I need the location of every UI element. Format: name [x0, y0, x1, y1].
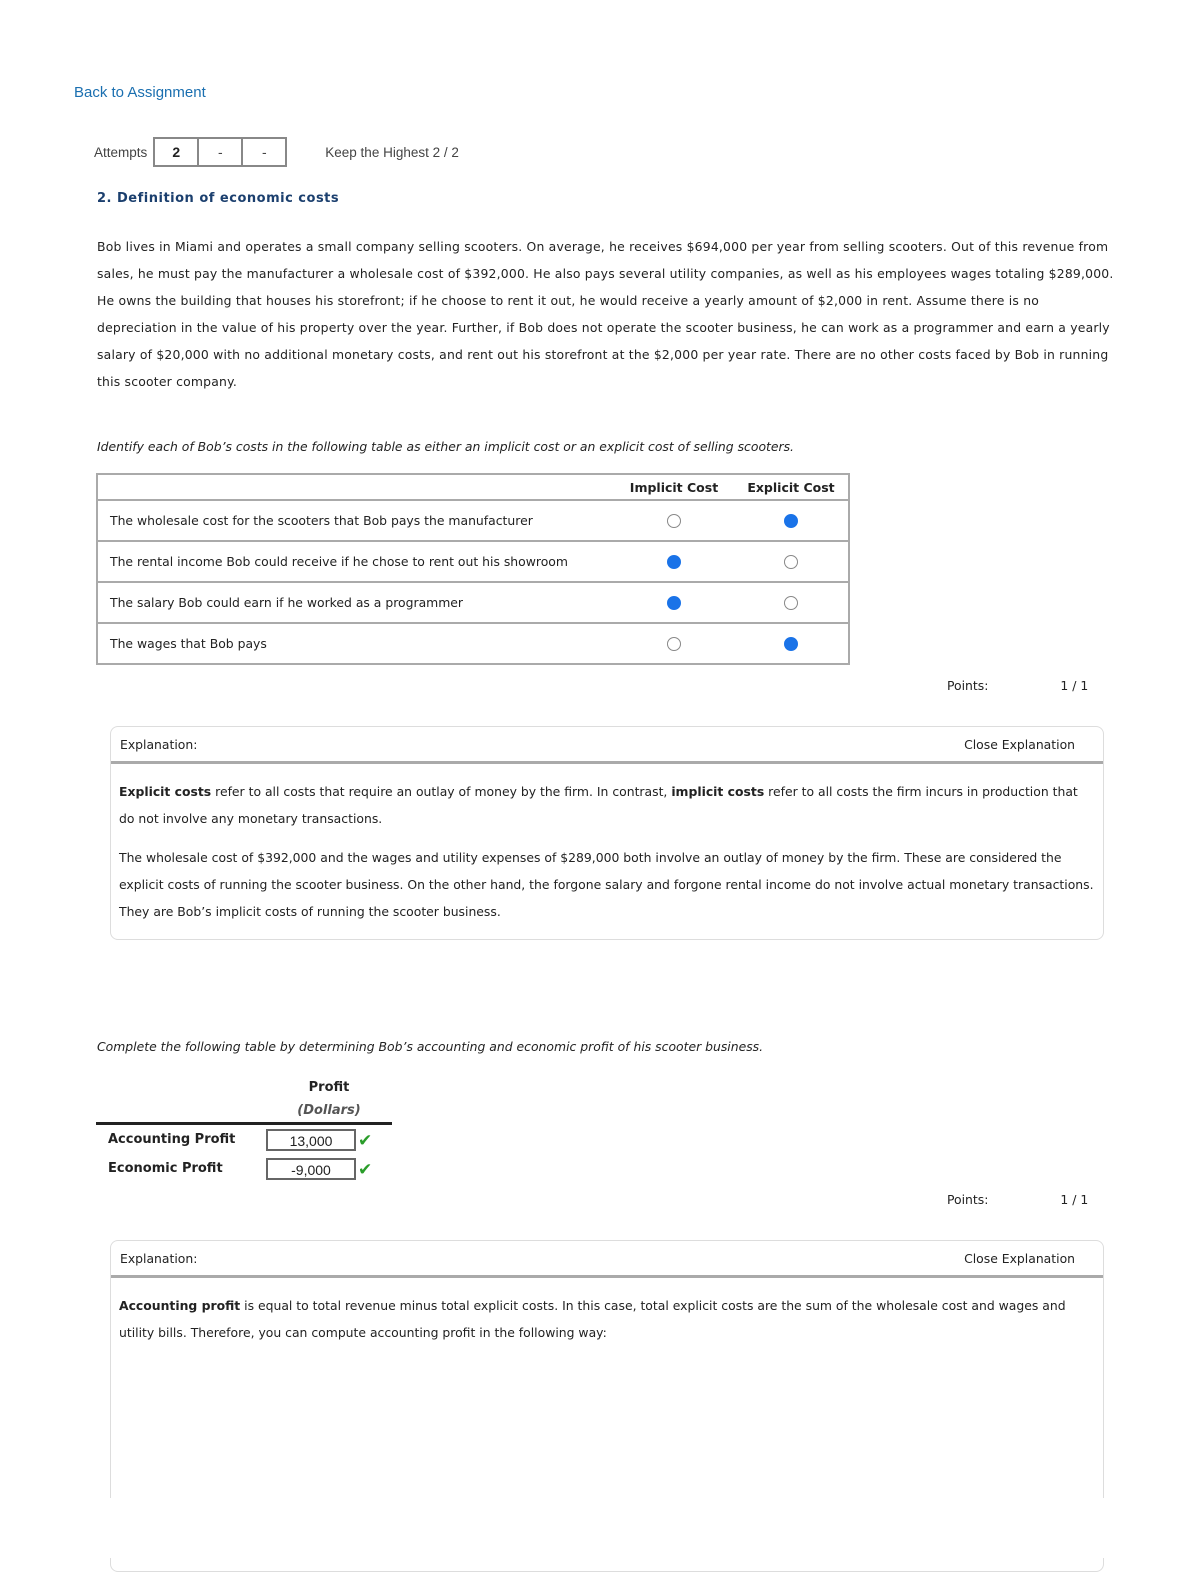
explanation-paragraph: The wholesale cost of $392,000 and the wages and utility expenses of $289,000 both involve an outlay of money by the firm. These are considered the explicit costs of running the scooter business. On the other hand, the forgone salary and forgone rental income do not involve actual monetary transactions. They are Bob’s implicit costs of running the scooter business.: [119, 850, 1094, 919]
term-explicit-costs: Explicit costs: [119, 784, 212, 799]
cost-classification-table: [96, 473, 850, 665]
row-label: The rental income Bob could receive if he chose to rent out his showroom: [97, 541, 614, 582]
term-implicit-costs: implicit costs: [671, 784, 765, 799]
table-row: [97, 582, 849, 623]
table-row: [97, 541, 849, 582]
part1-points: [947, 678, 1088, 693]
question-title: 2. Definition of economic costs: [97, 191, 340, 206]
row-label: The wages that Bob pays: [97, 623, 614, 664]
column-header-explicit: Explicit Cost: [734, 474, 849, 500]
text: is equal to total revenue minus total explicit costs. In this case, total explicit costs are the sum of the wholesale cost and wages and utility bills. Therefore, you can compute accounting profit in the following way:: [119, 1298, 1066, 1340]
table-row: [96, 1124, 392, 1155]
explanation-label: Explanation:: [120, 1250, 198, 1266]
points-label: Points:: [947, 1192, 989, 1207]
explanation-paragraph: [119, 778, 1095, 832]
economic-profit-input[interactable]: -9,000: [266, 1158, 356, 1180]
explanation-paragraph: [119, 1292, 1095, 1346]
part2-points: [947, 1192, 1088, 1207]
term-accounting-profit: Accounting profit: [119, 1298, 241, 1313]
row-label: The wholesale cost for the scooters that Bob pays the manufacturer: [97, 500, 614, 541]
radio-explicit[interactable]: [784, 514, 798, 528]
text: refer to all costs the firm incurs in production that do not involve any monetary transactions.: [119, 784, 1078, 826]
back-to-assignment-link[interactable]: Back to Assignment: [74, 84, 206, 101]
table-row: [97, 500, 849, 541]
radio-implicit[interactable]: [667, 514, 681, 528]
keep-highest-score: Keep the Highest 2 / 2: [325, 144, 459, 160]
radio-implicit[interactable]: [667, 596, 681, 610]
row-label: Economic Profit: [108, 1161, 223, 1176]
column-unit: (Dollars): [266, 1098, 392, 1124]
points-value: 1 / 1: [1060, 678, 1089, 693]
text: refer to all costs that require an outlay of money by the firm. In contrast,: [211, 784, 672, 799]
radio-implicit[interactable]: [667, 555, 681, 569]
page-cutoff: [0, 1498, 1200, 1558]
attempt-box-3[interactable]: -: [241, 137, 287, 167]
column-header-profit: Profit: [308, 1079, 350, 1095]
correct-check-icon: ✔: [358, 1130, 373, 1151]
close-explanation-link[interactable]: Close Explanation: [964, 1250, 1075, 1266]
attempt-box-1[interactable]: 2: [153, 137, 199, 167]
part1-explanation-panel: [110, 726, 1104, 940]
radio-explicit[interactable]: [784, 596, 798, 610]
table-row: [97, 623, 849, 664]
row-label: Accounting Profit: [108, 1132, 236, 1147]
radio-implicit[interactable]: [667, 637, 681, 651]
attempts-bar: [94, 137, 459, 167]
part1-instruction: Identify each of Bob’s costs in the following table as either an implicit cost or an explicit cost of selling scooters.: [97, 439, 794, 454]
profit-table: [96, 1076, 392, 1183]
radio-explicit[interactable]: [784, 637, 798, 651]
question-intro: Bob lives in Miami and operates a small company selling scooters. On average, he receives $694,000 per year from selling scooters. Out of this revenue from sales, he must pay the manufacturer a wholesale cost of $392,000. He also pays several utility companies, as well as his employees wages totaling $289,000. He owns the building that houses his storefront; if he choose to rent it out, he would receive a yearly amount of $2,000 in rent. Assume there is no depreciation in the value of his property over the year. Further, if Bob does not operate the scooter business, he can work as a programmer and earn a yearly salary of $20,000 with no additional monetary costs, and rent out his storefront at the $2,000 per year rate. There are no other costs faced by Bob in running this scooter company.: [97, 239, 1114, 389]
points-label: Points:: [947, 678, 989, 693]
attempts-label: Attempts: [94, 144, 148, 160]
table-row: [96, 1154, 392, 1183]
points-value: 1 / 1: [1060, 1192, 1089, 1207]
column-header-implicit: Implicit Cost: [614, 474, 734, 500]
attempt-box-2[interactable]: -: [197, 137, 243, 167]
radio-explicit[interactable]: [784, 555, 798, 569]
part2-instruction: Complete the following table by determining Bob’s accounting and economic profit of his scooter business.: [97, 1039, 764, 1054]
row-label: The salary Bob could earn if he worked as a programmer: [97, 582, 614, 623]
correct-check-icon: ✔: [358, 1159, 373, 1180]
explanation-label: Explanation:: [120, 736, 198, 752]
close-explanation-link[interactable]: Close Explanation: [964, 736, 1075, 752]
accounting-profit-input[interactable]: 13,000: [266, 1129, 356, 1151]
